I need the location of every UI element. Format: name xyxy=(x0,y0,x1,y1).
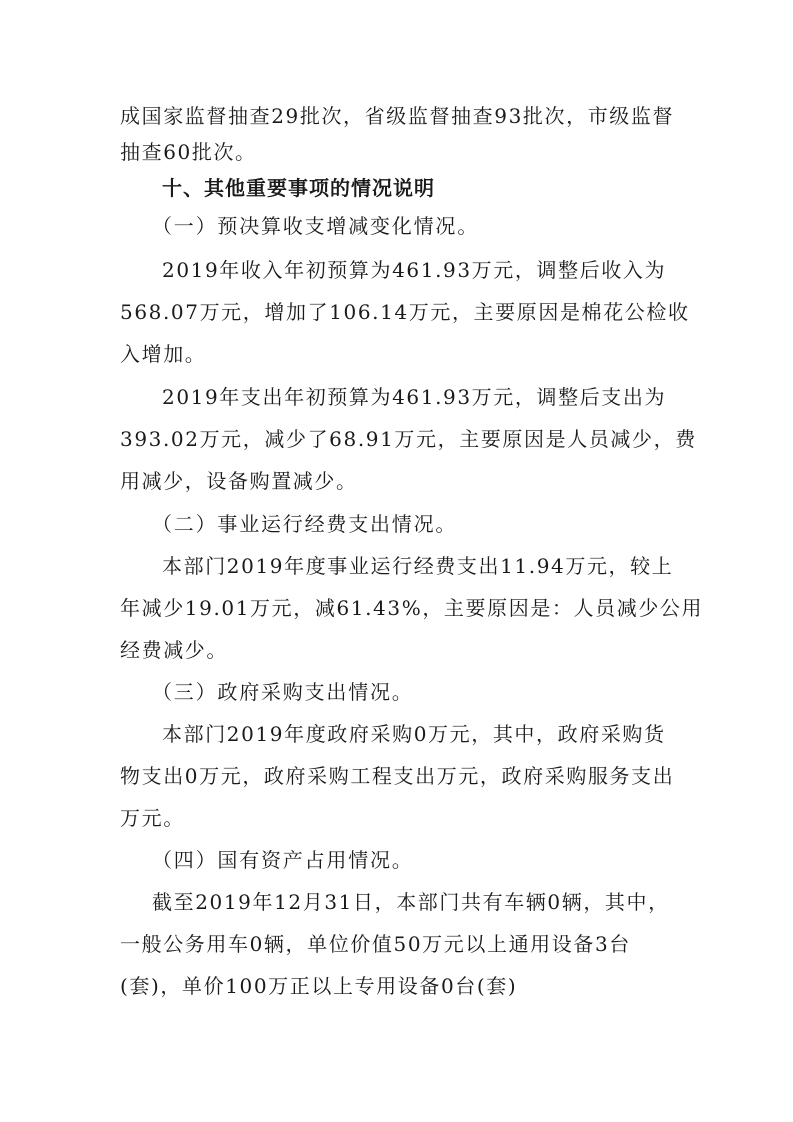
text-line: 物支出0万元，政府采购工程支出万元，政府采购服务支出 xyxy=(120,764,675,788)
text-line: 2019年支出年初预算为461.93万元，调整后支出为 xyxy=(162,385,667,409)
text-line: 截至2019年12月31日，本部门共有车辆0辆，其中， xyxy=(152,890,670,914)
text-line: 用减少，设备购置减少。 xyxy=(120,469,358,493)
text-line: 经费减少。 xyxy=(120,638,228,662)
text-line: 2019年收入年初预算为461.93万元，调整后收入为 xyxy=(162,258,667,282)
subsection-heading: （四）国有资产占用情况。 xyxy=(152,848,414,872)
text-line: 成国家监督抽查29批次，省级监督抽查93批次，市级监督 xyxy=(120,104,675,128)
text-line: 本部门2019年度政府采购0万元，其中，政府采购货 xyxy=(162,722,666,746)
text-line: 568.07万元，增加了106.14万元，主要原因是棉花公检收 xyxy=(120,300,690,324)
subsection-heading: （一）预决算收支增减变化情况。 xyxy=(152,214,479,238)
text-line: 本部门2019年度事业运行经费支出11.94万元，较上 xyxy=(162,554,674,578)
text-line: 年减少19.01万元，减61.43%，主要原因是：人员减少公用 xyxy=(120,596,704,620)
text-line: 入增加。 xyxy=(120,342,207,366)
text-line: 393.02万元，减少了68.91万元，主要原因是人员减少，费 xyxy=(120,427,697,451)
section-heading: 十、其他重要事项的情况说明 xyxy=(162,176,435,200)
text-line: (套)，单价100万正以上专用设备0台(套) xyxy=(120,974,518,998)
subsection-heading: （三）政府采购支出情况。 xyxy=(152,680,414,704)
subsection-heading: （二）事业运行经费支出情况。 xyxy=(152,512,458,536)
text-line: 万元。 xyxy=(120,806,185,830)
text-line: 抽查60批次。 xyxy=(120,140,257,164)
text-line: 一般公务用车0辆，单位价值50万元以上通用设备3台 xyxy=(120,932,631,956)
